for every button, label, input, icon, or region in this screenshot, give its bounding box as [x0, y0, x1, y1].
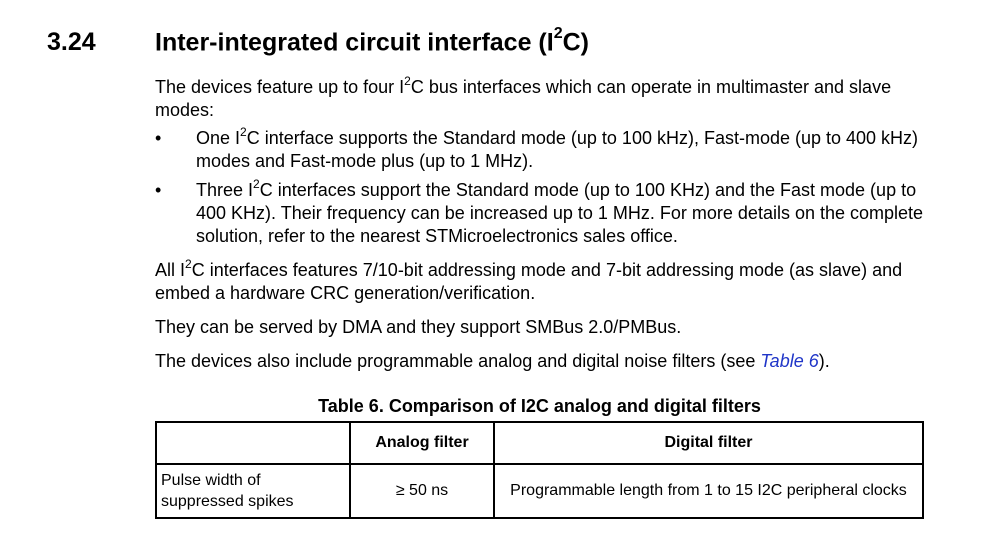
- addressing-superscript: 2: [185, 257, 192, 271]
- section-title-text: Inter-integrated circuit interface (I: [155, 28, 554, 57]
- bullet-list: [155, 127, 945, 254]
- addressing-paragraph: [155, 259, 945, 305]
- section-number: 3.24: [47, 28, 96, 56]
- bullet-text-end: C interface supports the Standard mode (up to 100 kHz), Fast-mode (up to 400 kHz) modes and Fast-mode plus (up to 1 MHz).: [196, 128, 919, 171]
- section-title: [155, 25, 589, 57]
- intro-paragraph: [155, 76, 945, 122]
- bullet-superscript: 2: [240, 125, 247, 139]
- bullet-dot-icon: •: [155, 128, 162, 148]
- bullet-item: [155, 127, 945, 173]
- table-6-link[interactable]: Table 6: [760, 351, 819, 371]
- bullet-dot-icon: •: [155, 180, 162, 200]
- section-title-text-end: C): [562, 28, 589, 57]
- addressing-text-end: C interfaces features 7/10-bit addressing mode and 7-bit addressing mode (as slave) and embed a hardware CRC generation/verification.: [155, 260, 903, 303]
- intro-text: The devices feature up to four I: [155, 77, 405, 97]
- table-cell-digital: Programmable length from 1 to 15 I2C peripheral clocks: [494, 464, 923, 518]
- bullet-text-end: C interfaces support the Standard mode (up to 100 KHz) and the Fast mode (up to 400 KHz). Their frequency can be increased up to 1 MHz. For more details on the complete solution, refer to the nearest STMicroelectronics sales office.: [196, 180, 924, 246]
- section-title-superscript: 2: [553, 25, 563, 42]
- bullet-text: Three I: [196, 180, 254, 200]
- table-header-digital: Digital filter: [494, 422, 923, 464]
- filters-text-end: ).: [818, 351, 830, 371]
- dma-paragraph: They can be served by DMA and they support SMBus 2.0/PMBus.: [155, 317, 682, 337]
- intro-superscript: 2: [404, 74, 411, 88]
- bullet-superscript: 2: [253, 177, 260, 191]
- table-caption: Table 6. Comparison of I2C analog and digital filters: [318, 396, 761, 416]
- table-cell-analog: ≥ 50 ns: [350, 464, 494, 518]
- addressing-text: All I: [155, 260, 186, 280]
- bullet-item: [155, 179, 945, 248]
- filters-text: The devices also include programmable analog and digital noise filters (see: [155, 351, 761, 371]
- intro-text-end: C bus interfaces which can operate in multimaster and slave modes:: [155, 77, 892, 120]
- bullet-text: One I: [196, 128, 241, 148]
- table-row: [156, 464, 923, 518]
- table-header-row: [156, 422, 923, 464]
- table-cell-parameter: Pulse width of suppressed spikes: [156, 464, 350, 518]
- table-header-analog: Analog filter: [350, 422, 494, 464]
- table-header-empty: [156, 422, 350, 464]
- filters-paragraph: [155, 350, 945, 373]
- filters-table: [155, 421, 924, 519]
